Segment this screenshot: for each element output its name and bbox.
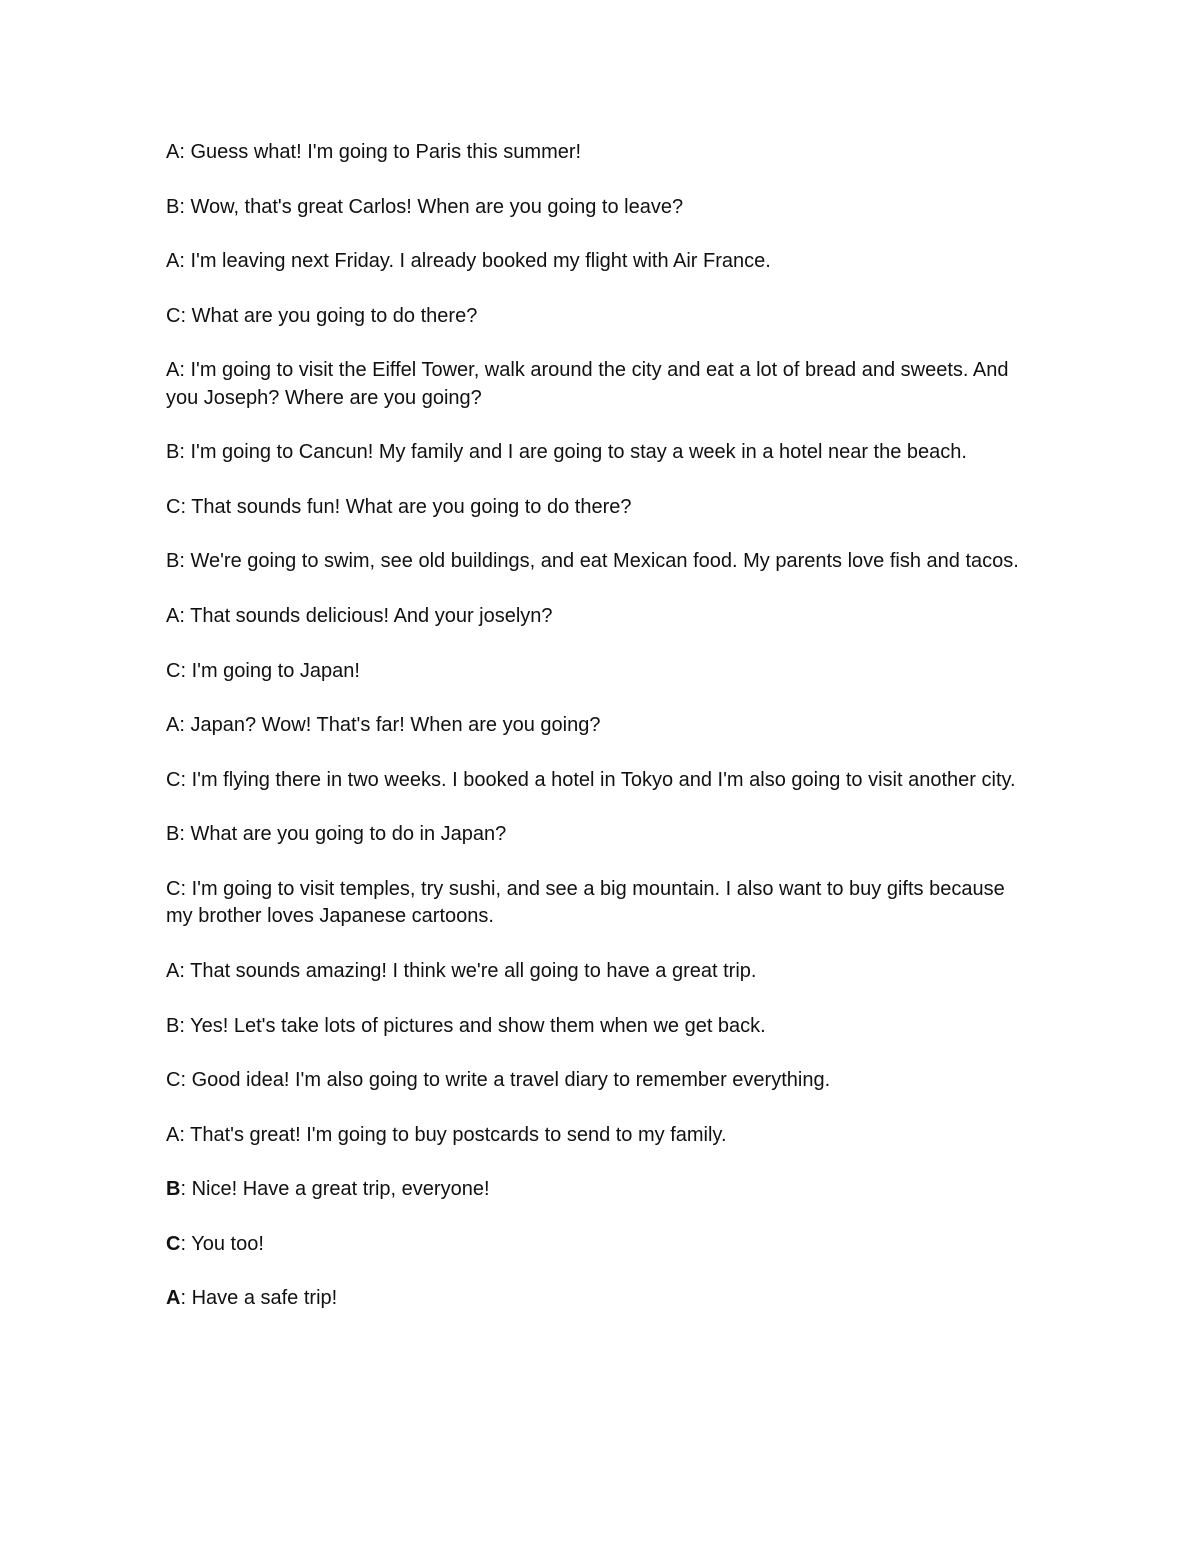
speaker-label: A :	[166, 359, 190, 381]
dialogue-line	[166, 194, 1036, 221]
dialogue-line	[166, 248, 1036, 275]
speaker-label: A :	[166, 1287, 192, 1309]
line-text: We're going to swim, see old buildings, and eat Mexican food. My parents love fish and tacos.	[190, 550, 1019, 573]
dialogue-line	[166, 958, 1036, 985]
line-text: Wow, that's great Carlos! When are you going to leave?	[190, 195, 684, 218]
line-text: You too!	[191, 1232, 264, 1255]
document-page	[166, 139, 1036, 1340]
dialogue-line	[166, 439, 1036, 466]
line-text: Good idea! I'm also going to write a travel diary to remember everything.	[191, 1069, 831, 1092]
line-text: What are you going to do there?	[191, 304, 478, 327]
dialogue-line	[166, 1231, 1036, 1258]
speaker-label: A :	[166, 1124, 190, 1146]
dialogue-line	[166, 767, 1036, 794]
line-text: Have a safe trip!	[191, 1287, 338, 1310]
speaker-label: C :	[166, 305, 192, 327]
dialogue-line	[166, 303, 1036, 330]
dialogue-line	[166, 548, 1036, 575]
speaker-label: B :	[166, 550, 190, 572]
line-text: That sounds amazing! I think we're all going to have a great trip.	[190, 959, 757, 982]
dialogue-line	[166, 821, 1036, 848]
speaker-label: B :	[166, 1178, 192, 1200]
dialogue-line	[166, 139, 1036, 166]
speaker-label: C :	[166, 1233, 191, 1255]
line-text: Japan? Wow! That's far! When are you going?	[190, 714, 601, 737]
dialogue-line	[166, 1285, 1036, 1312]
dialogue-line	[166, 494, 1036, 521]
dialogue-line	[166, 357, 1036, 412]
dialogue-line	[166, 712, 1036, 739]
dialogue-line	[166, 1067, 1036, 1094]
dialogue-line	[166, 876, 1036, 931]
speaker-label: A :	[166, 714, 190, 736]
line-text: I'm going to Japan!	[191, 659, 360, 682]
line-text: I'm going to Cancun! My family and I are going to stay a week in a hotel near the beach.	[190, 441, 967, 464]
line-text: I'm going to visit the Eiffel Tower, walk around the city and eat a lot of bread and sweets. And you Joseph? Where are you going?	[166, 359, 1009, 409]
speaker-label: B :	[166, 441, 190, 463]
speaker-label: B :	[166, 823, 190, 845]
speaker-label: A :	[166, 250, 190, 272]
dialogue-line	[166, 1122, 1036, 1149]
speaker-label: C :	[166, 769, 192, 791]
speaker-label: B :	[166, 196, 190, 218]
speaker-label: C :	[166, 496, 191, 518]
line-text: That sounds fun! What are you going to do there?	[191, 495, 632, 518]
line-text: I'm flying there in two weeks. I booked a hotel in Tokyo and I'm also going to visit another city.	[191, 768, 1016, 791]
speaker-label: A :	[166, 960, 190, 982]
line-text: I'm going to visit temples, try sushi, and see a big mountain. I also want to buy gifts because my brother loves Japanese cartoons.	[166, 878, 1005, 928]
dialogue-line	[166, 1013, 1036, 1040]
dialogue-line	[166, 658, 1036, 685]
line-text: I'm leaving next Friday. I already booked my flight with Air France.	[190, 250, 771, 273]
speaker-label: B :	[166, 1015, 190, 1037]
line-text: Yes! Let's take lots of pictures and show them when we get back.	[190, 1014, 766, 1037]
line-text: That sounds delicious! And your joselyn?	[190, 605, 553, 628]
line-text: Guess what! I'm going to Paris this summer!	[190, 141, 582, 163]
dialogue-line	[166, 603, 1036, 630]
line-text: Nice! Have a great trip, everyone!	[191, 1178, 490, 1201]
line-text: What are you going to do in Japan?	[190, 823, 507, 846]
speaker-label: C :	[166, 660, 192, 682]
speaker-label: A :	[166, 605, 190, 627]
dialogue-line	[166, 1176, 1036, 1203]
speaker-label: C :	[166, 878, 192, 900]
speaker-label: A :	[166, 141, 190, 163]
line-text: That's great! I'm going to buy postcards to send to my family.	[190, 1123, 727, 1146]
speaker-label: C :	[166, 1069, 192, 1091]
